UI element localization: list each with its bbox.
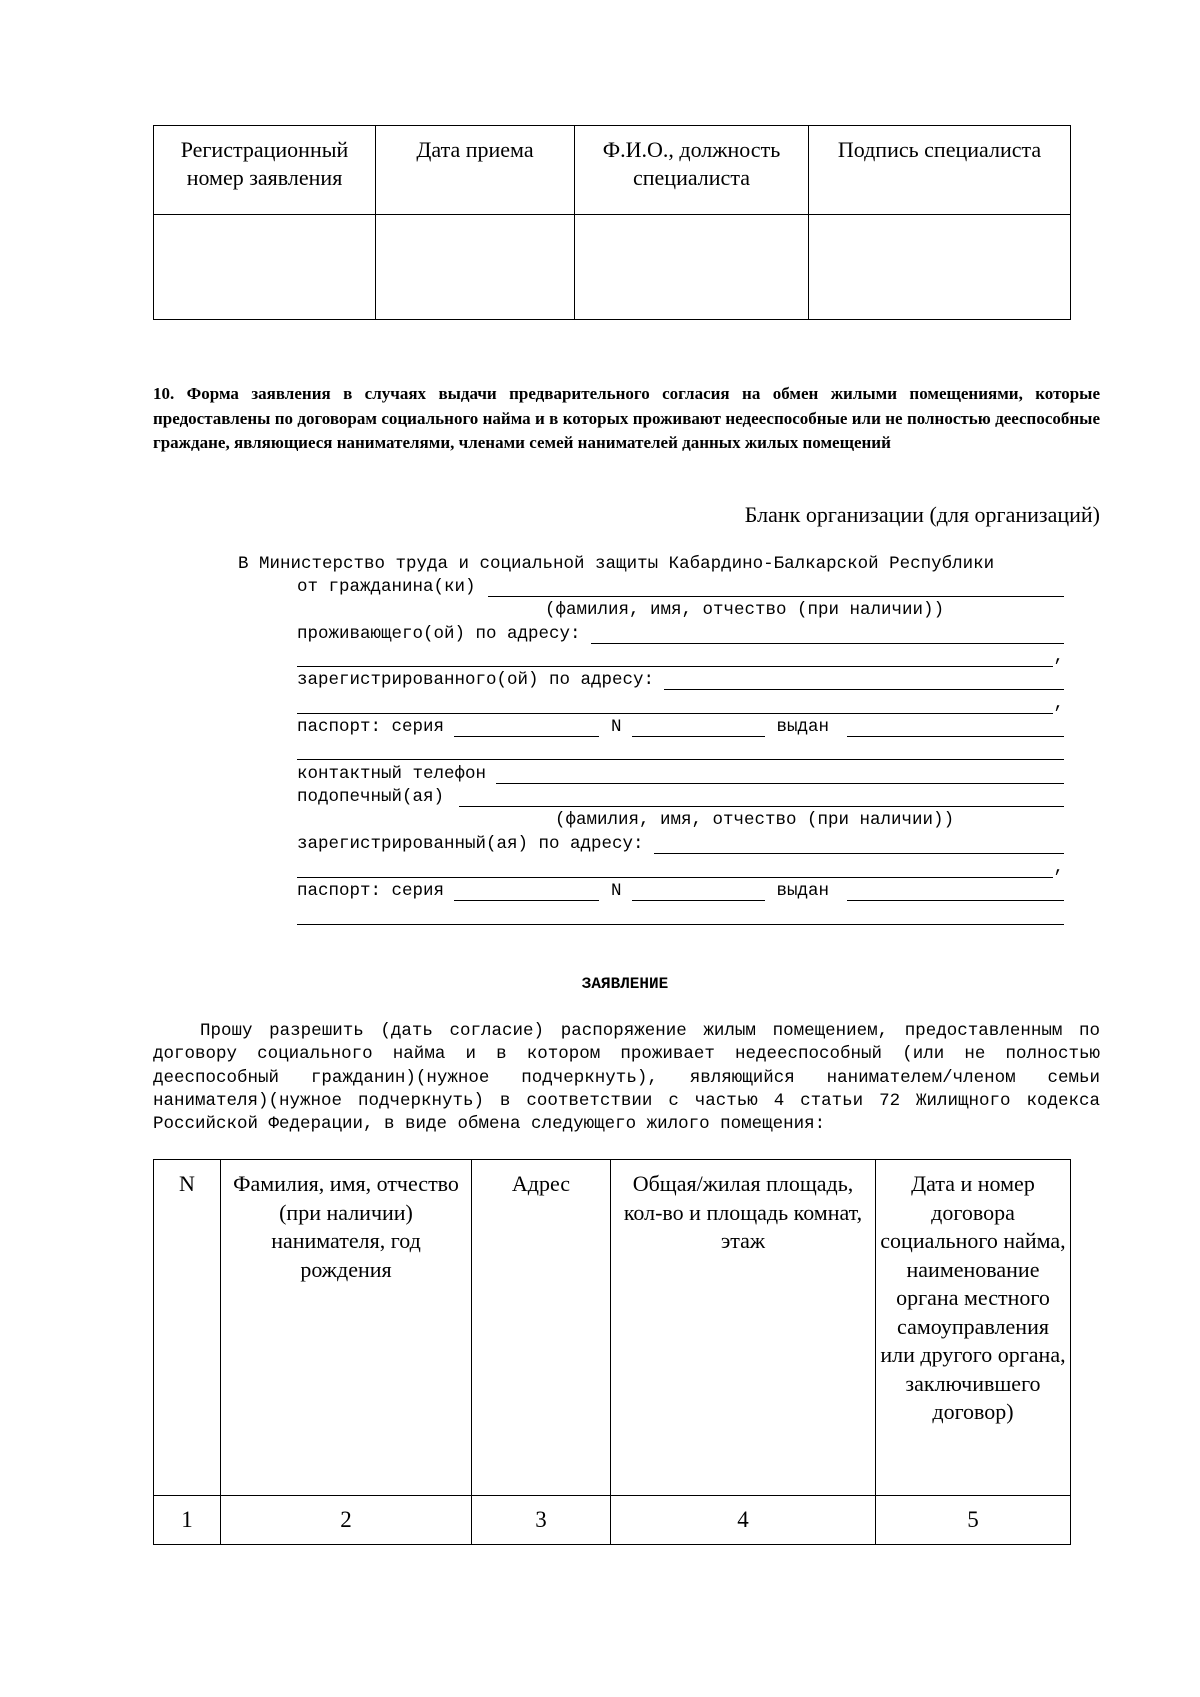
- column-number: 3: [472, 1496, 611, 1545]
- ward-registered-input[interactable]: [654, 836, 1064, 854]
- from-label: от гражданина(ки): [297, 577, 476, 597]
- passport-label: паспорт: серия: [297, 881, 445, 901]
- comma: ,: [1053, 647, 1064, 667]
- registered-input[interactable]: [664, 672, 1064, 690]
- cell-specialist[interactable]: [575, 215, 809, 320]
- column-number: 5: [876, 1496, 1071, 1545]
- column-number: 2: [221, 1496, 472, 1545]
- column-number: 1: [154, 1496, 221, 1545]
- header-n: N: [154, 1160, 221, 1496]
- cell-reg-number[interactable]: [154, 215, 376, 320]
- ward-input[interactable]: [459, 789, 1064, 807]
- number-label: N: [611, 881, 622, 901]
- section-heading: 10. Форма заявления в случаях выдачи предварительного согласия на обмен жилыми помещениями, которые предоставлены по договорам социального найма и в которых проживают недееспособные или не полностью дееспособные граждане, являющиеся нанимателями, членами семей нанимателей данных жилых помещений: [153, 384, 1100, 452]
- header-specialist: Ф.И.О., должность специалиста: [575, 126, 809, 215]
- header-reg-number: Регистрационный номер заявления: [154, 126, 376, 215]
- header-date: Дата приема: [376, 126, 575, 215]
- living-input-2[interactable]: [297, 649, 1053, 667]
- statement-paragraph: [153, 1020, 1100, 1136]
- ward-registered-row-2: [297, 856, 1064, 878]
- table-row: [154, 215, 1071, 320]
- table-row: [154, 1496, 1071, 1545]
- ward-passport-issued-input[interactable]: [847, 883, 1064, 901]
- addressee: [238, 552, 1108, 574]
- issued-label: выдан: [776, 717, 830, 737]
- statement-text: Прошу разрешить (дать согласие) распоряжение жилым помещением, предоставленным по договору социального найма и в котором проживает недееспособный (или не полностью дееспособный гражданин)(нужное подчеркнуть), являющийся нанимателем/членом семьи нанимателя)(нужное подчеркнуть) в соответствии с частью 4 статьи 72 Жилищного кодекса Российской Федерации, в виде обмена следующего жилого помещения:: [153, 1021, 1100, 1135]
- ward-fio-hint: (фамилия, имя, отчество (при наличии)): [555, 810, 955, 830]
- passport-row-2: [297, 738, 1064, 760]
- registered-input-2[interactable]: [297, 696, 1053, 714]
- cell-date[interactable]: [376, 215, 575, 320]
- passport-issued-input[interactable]: [847, 719, 1064, 737]
- registered-label: зарегистрированного(ой) по адресу:: [297, 670, 655, 690]
- ward-passport-row: [297, 879, 1064, 901]
- ward-passport-series-input[interactable]: [454, 883, 599, 901]
- header-area: Общая/жилая площадь, кол-во и площадь комнат, этаж: [611, 1160, 876, 1496]
- number-label: N: [611, 717, 622, 737]
- cell-signature[interactable]: [809, 215, 1071, 320]
- passport-row: [297, 715, 1064, 737]
- header-contract: Дата и номер договора социального найма, наименование органа местного самоуправления или другого органа, заключившего договор): [876, 1160, 1071, 1496]
- addressee-text: В Министерство труда и социальной защиты Кабардино-Балкарской Республики: [238, 554, 995, 574]
- passport-series-input[interactable]: [454, 719, 599, 737]
- living-row: [297, 622, 1064, 644]
- ward-registered-label: зарегистрированный(ая) по адресу:: [297, 834, 644, 854]
- living-row-2: [297, 645, 1064, 667]
- org-blank-label: Бланк организации (для организаций): [744, 502, 1100, 527]
- ward-passport-row-2: [297, 903, 1064, 925]
- column-number: 4: [611, 1496, 876, 1545]
- fio-hint: (фамилия, имя, отчество (при наличии)): [545, 600, 945, 620]
- passport-issued-input-2[interactable]: [297, 742, 1064, 760]
- header-address: Адрес: [472, 1160, 611, 1496]
- header-tenant: Фамилия, имя, отчество (при наличии) нанимателя, год рождения: [221, 1160, 472, 1496]
- table-header-row: [154, 126, 1071, 215]
- ward-label: подопечный(ая): [297, 787, 445, 807]
- header-signature: Подпись специалиста: [809, 126, 1071, 215]
- passport-number-input[interactable]: [632, 719, 765, 737]
- ward-passport-number-input[interactable]: [632, 883, 765, 901]
- exchange-table: [153, 1159, 1071, 1545]
- phone-label: контактный телефон: [297, 764, 487, 784]
- ward-registered-row: [297, 832, 1064, 854]
- passport-label: паспорт: серия: [297, 717, 445, 737]
- comma: ,: [1053, 858, 1064, 878]
- comma: ,: [1053, 694, 1064, 714]
- from-input[interactable]: [488, 579, 1064, 597]
- statement-title: ЗАЯВЛЕНИЕ: [581, 975, 669, 993]
- registered-row-2: [297, 692, 1064, 714]
- issued-label: выдан: [776, 881, 830, 901]
- from-row: [297, 575, 1064, 597]
- ward-passport-issued-input-2[interactable]: [297, 907, 1064, 925]
- living-input[interactable]: [591, 626, 1064, 644]
- ward-registered-input-2[interactable]: [297, 860, 1053, 878]
- phone-row: [297, 762, 1064, 784]
- table-header-row: [154, 1160, 1071, 1496]
- ward-row: [297, 785, 1064, 807]
- living-label: проживающего(ой) по адресу:: [297, 624, 581, 644]
- registration-table: [153, 125, 1071, 320]
- phone-input[interactable]: [496, 766, 1064, 784]
- registered-row: [297, 668, 1064, 690]
